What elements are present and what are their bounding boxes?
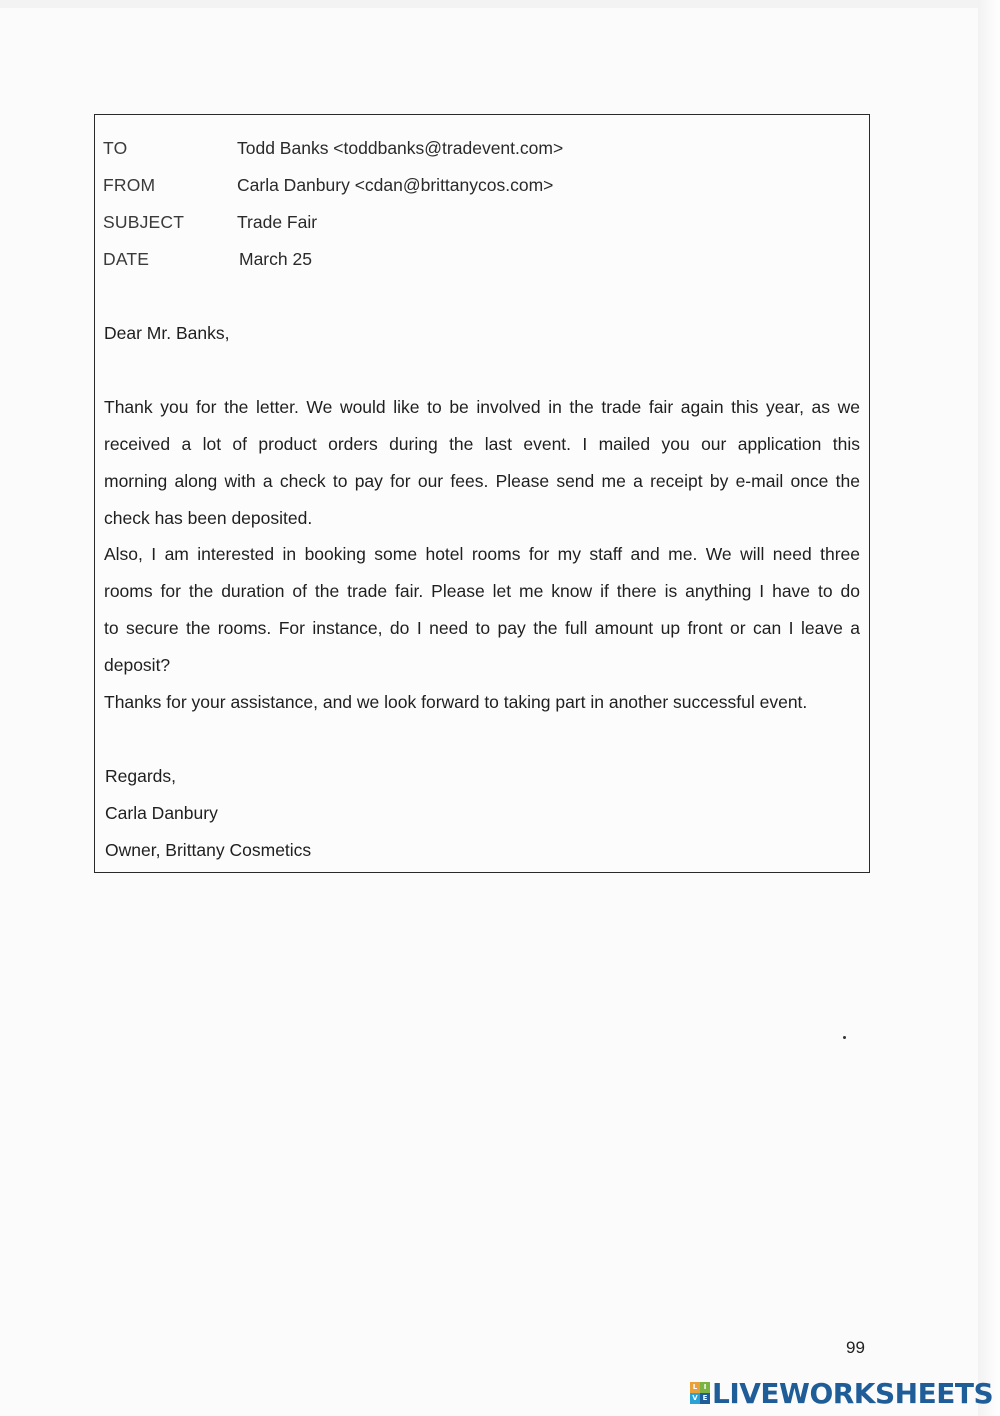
header-value: Todd Banks <toddbanks@tradevent.com> [237, 138, 564, 158]
header-value: Trade Fair [237, 212, 318, 232]
body-line: check has been deposited. [104, 508, 313, 528]
logo-letter: I [700, 1382, 710, 1393]
body-line: Thanks for your assistance, and we look forward to taking part in another successful event. [104, 692, 808, 712]
liveworksheets-brand[interactable] [690, 1376, 993, 1410]
body-line: morning along with a check to pay for our fees. Please send me a receipt by e-mail once the [104, 471, 860, 491]
logo-letter: L [690, 1382, 700, 1393]
signature-title: Owner, Brittany Cosmetics [105, 840, 312, 860]
body-line: deposit? [104, 655, 171, 675]
header-value: March 25 [239, 249, 312, 269]
header-label: DATE [103, 249, 150, 269]
page-number: 99 [846, 1338, 865, 1357]
body-line: received a lot of product orders during the last event. I mailed you our application this [104, 434, 860, 454]
body-line: rooms for the duration of the trade fair. Please let me know if there is anything I have to do [104, 581, 860, 601]
body-line: Thank you for the letter. We would like to be involved in the trade fair again this year, as we [104, 397, 860, 417]
scan-shadow-edge [978, 0, 1000, 1416]
greeting: Dear Mr. Banks, [104, 323, 230, 343]
header-value: Carla Danbury <cdan@brittanycos.com> [237, 175, 554, 195]
header-label: SUBJECT [103, 212, 185, 232]
signature-name: Carla Danbury [105, 803, 218, 823]
email-box [94, 114, 870, 873]
closing: Regards, [105, 766, 177, 786]
liveworksheets-logo-icon [690, 1382, 710, 1404]
header-label: TO [103, 138, 128, 158]
body-line: to secure the rooms. For instance, do I need to pay the full amount up front or can I leave a [104, 618, 860, 638]
body-line: Also, I am interested in booking some hotel rooms for my staff and me. We will need three [104, 544, 860, 564]
brand-name: LIVEWORKSHEETS [712, 1376, 994, 1410]
logo-letter: E [700, 1393, 710, 1404]
logo-letter: V [690, 1393, 700, 1404]
header-label: FROM [103, 175, 156, 195]
scan-shadow-top [0, 0, 1000, 8]
scan-speck [843, 1036, 846, 1039]
